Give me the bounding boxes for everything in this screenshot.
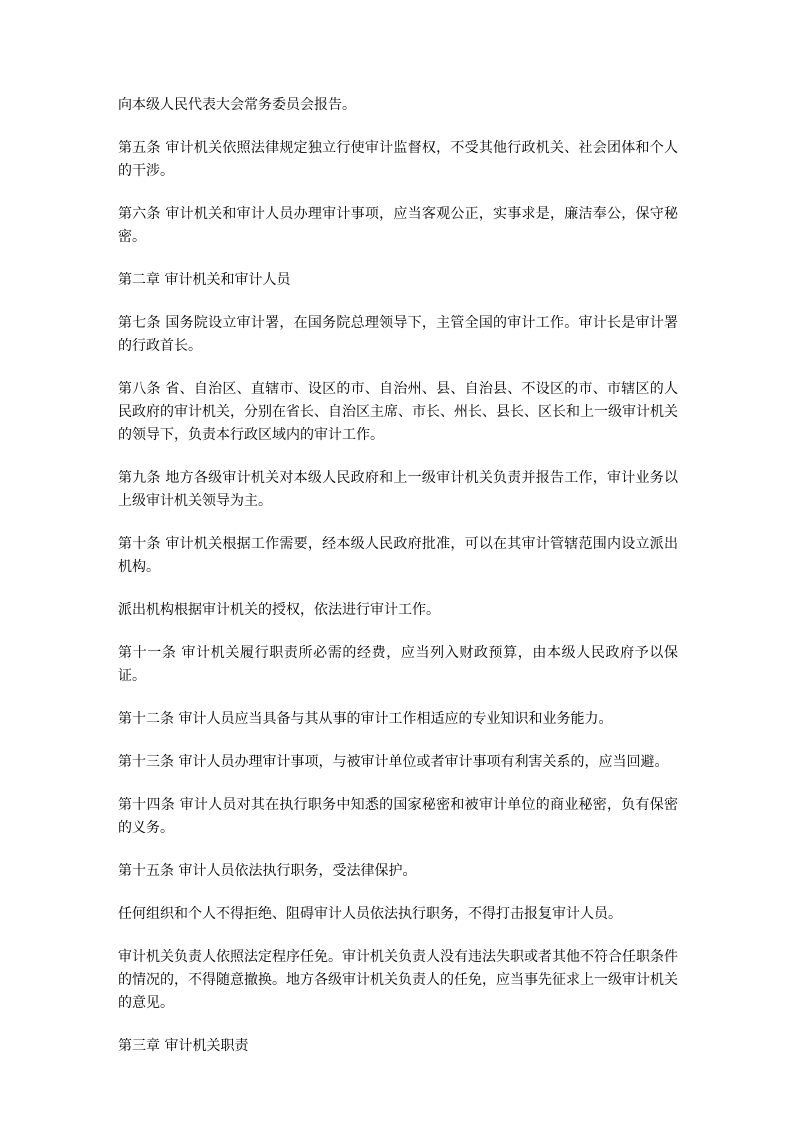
article-10: 第十条 审计机关根据工作需要，经本级人民政府批准，可以在其审计管辖范围内设立派出机构。 <box>118 536 678 575</box>
article-14: 第十四条 审计人员对其在执行职务中知悉的国家秘密和被审计单位的商业秘密，负有保密的义务。 <box>118 797 678 836</box>
article-13: 第十三条 审计人员办理审计事项，与被审计单位或者审计事项有利害关系的，应当回避。 <box>118 754 669 770</box>
paragraph: 审计机关负责人依照法定程序任免。审计机关负责人没有违法失职或者其他不符合任职条件的情况的，不得随意撤换。地方各级审计机关负责人的任免，应当事先征求上一级审计机关的意见。 <box>118 949 678 1011</box>
paragraph: 任何组织和个人不得拒绝、阻碍审计人员依法执行职务，不得打击报复审计人员。 <box>118 906 622 922</box>
chapter-3-heading: 第三章 审计机关职责 <box>118 1038 249 1054</box>
article-5: 第五条 审计机关依照法律规定独立行使审计监督权，不受其他行政机关、社会团体和个人的干涉。 <box>118 140 678 179</box>
paragraph: 派出机构根据审计机关的授权，依法进行审计工作。 <box>118 602 440 618</box>
article-8: 第八条 省、自治区、直辖市、设区的市、自治州、县、自治县、不设区的市、市辖区的人民政府的审计机关，分别在省长、自治区主席、市长、州长、县长、区长和上一级审计机关的领导下，负责本行政区域内的审计工作。 <box>118 381 678 443</box>
document-page <box>118 94 678 1078</box>
article-6: 第六条 审计机关和审计人员办理审计事项，应当客观公正，实事求是，廉洁奉公，保守秘密。 <box>118 206 678 245</box>
article-15: 第十五条 审计人员依法执行职务，受法律保护。 <box>118 863 417 879</box>
paragraph: 向本级人民代表大会常务委员会报告。 <box>118 97 356 113</box>
article-9: 第九条 地方各级审计机关对本级人民政府和上一级审计机关负责并报告工作，审计业务以上级审计机关领导为主。 <box>118 470 678 509</box>
article-11: 第十一条 审计机关履行职责所必需的经费，应当列入财政预算，由本级人民政府予以保证。 <box>118 645 678 684</box>
chapter-2-heading: 第二章 审计机关和审计人员 <box>118 272 291 288</box>
article-7: 第七条 国务院设立审计署，在国务院总理领导下，主管全国的审计工作。审计长是审计署的行政首长。 <box>118 315 678 354</box>
article-12: 第十二条 审计人员应当具备与其从事的审计工作相适应的专业知识和业务能力。 <box>118 711 613 727</box>
